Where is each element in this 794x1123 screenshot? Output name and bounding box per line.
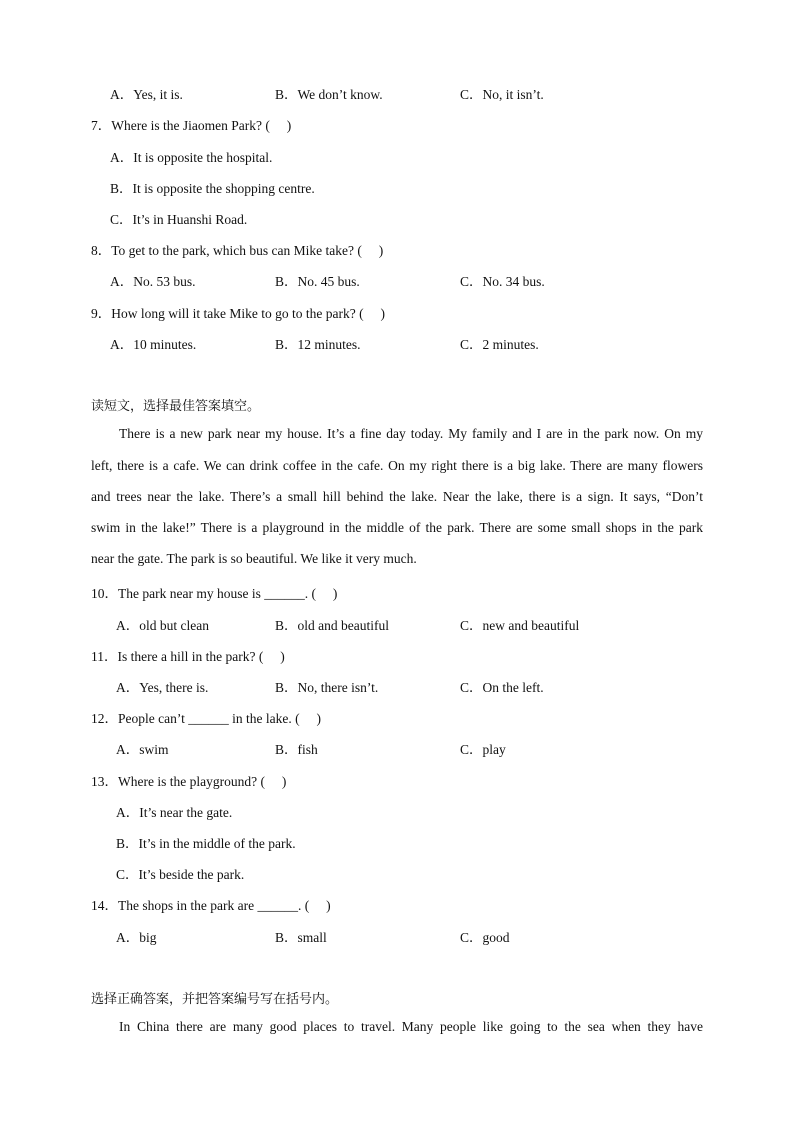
q9-option-c: C．2 minutes.	[460, 337, 539, 352]
passage-line-5: near the gate. The park is so beautiful. We like it very much.	[91, 551, 417, 566]
q8-option-b: B．No. 45 bus.	[275, 274, 360, 289]
q10-stem: 10．The park near my house is ______. ( )	[91, 586, 338, 601]
q12-option-b: B．fish	[275, 742, 318, 757]
q13-option-b: B．It’s in the middle of the park.	[116, 836, 296, 851]
q13-stem: 13．Where is the playground? ( )	[91, 774, 287, 789]
q8-stem: 8．To get to the park, which bus can Mike take? ( )	[91, 243, 384, 258]
q11-option-b: B．No, there isn’t.	[275, 680, 379, 695]
q14-option-a: A．big	[116, 930, 157, 945]
passage-line-2: left, there is a cafe. We can drink coffee in the cafe. On my right there is a big lake. There are many flowers	[91, 458, 703, 473]
q7-option-a: A．It is opposite the hospital.	[110, 150, 273, 165]
q6-option-b: B．We don’t know.	[275, 87, 383, 102]
q9-option-a: A．10 minutes.	[110, 337, 197, 352]
q12-option-c: C．play	[460, 742, 506, 757]
passage2-line-1: In China there are many good places to travel. Many people like going to the sea when they have	[119, 1019, 703, 1034]
q13-option-c: C．It’s beside the park.	[116, 867, 245, 882]
q10-option-b: B．old and beautiful	[275, 618, 389, 633]
q7-stem: 7．Where is the Jiaomen Park? ( )	[91, 118, 292, 133]
q14-stem: 14．The shops in the park are ______. ( )	[91, 898, 331, 913]
q11-option-a: A．Yes, there is.	[116, 680, 209, 695]
q7-option-c: C．It’s in Huanshi Road.	[110, 212, 248, 227]
q10-option-c: C．new and beautiful	[460, 618, 580, 633]
q11-stem: 11．Is there a hill in the park? ( )	[91, 649, 285, 664]
q6-option-a: A．Yes, it is.	[110, 87, 183, 102]
q6-option-c: C．No, it isn’t.	[460, 87, 544, 102]
q7-option-b: B．It is opposite the shopping centre.	[110, 181, 315, 196]
passage-line-3: and trees near the lake. There’s a small hill behind the lake. Near the lake, there is a sign. It says, “Don’t	[91, 489, 703, 504]
section-heading-choose: 选择正确答案，并把答案编号写在括号内。	[91, 992, 339, 1007]
q12-stem: 12．People can’t ______ in the lake. ( )	[91, 711, 321, 726]
q9-stem: 9．How long will it take Mike to go to the park? ( )	[91, 306, 385, 321]
q14-option-c: C．good	[460, 930, 510, 945]
passage-line-4: swim in the lake!” There is a playground in the middle of the park. There are some small shops in the park	[91, 520, 703, 535]
passage-line-1: There is a new park near my house. It’s a fine day today. My family and I are in the park now. On my	[119, 426, 703, 441]
q8-option-a: A．No. 53 bus.	[110, 274, 196, 289]
q10-option-a: A．old but clean	[116, 618, 209, 633]
q8-option-c: C．No. 34 bus.	[460, 274, 545, 289]
q13-option-a: A．It’s near the gate.	[116, 805, 233, 820]
section-heading-reading: 读短文，选择最佳答案填空。	[91, 399, 261, 414]
q14-option-b: B．small	[275, 930, 327, 945]
q9-option-b: B．12 minutes.	[275, 337, 361, 352]
q11-option-c: C．On the left.	[460, 680, 544, 695]
q12-option-a: A．swim	[116, 742, 169, 757]
